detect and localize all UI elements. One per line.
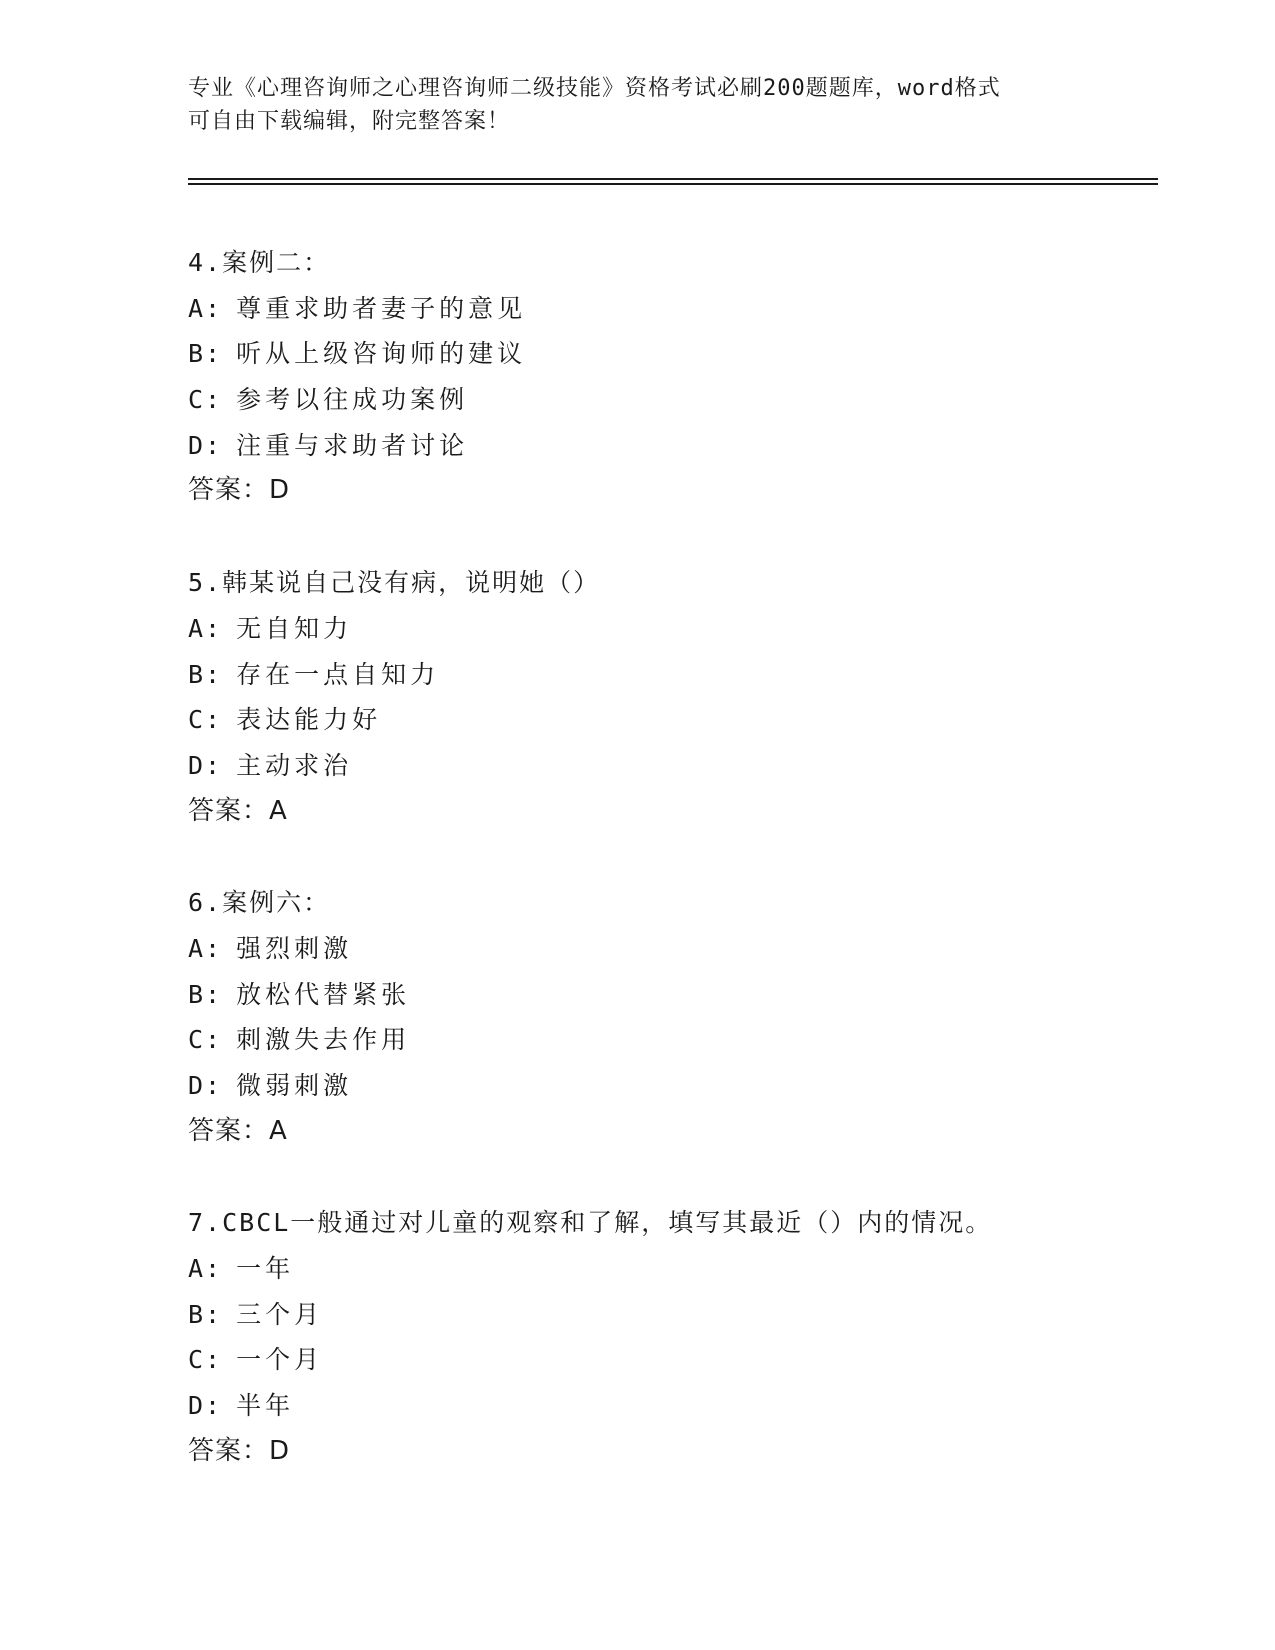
question-6	[188, 880, 1168, 1154]
question-stem: 7.CBCL一般通过对儿童的观察和了解，填写其最近（）内的情况。	[188, 1208, 993, 1238]
answer-line: 答案：D	[188, 1435, 291, 1466]
question-stem: 4.案例二：	[188, 248, 331, 277]
option-b	[188, 652, 1168, 698]
header-line-1: 专业《心理咨询师之心理咨询师二级技能》资格考试必刷200题题库，word格式	[188, 76, 1001, 101]
option-c	[188, 1337, 1168, 1383]
option-text: 存在一点自知力	[236, 659, 440, 689]
question-4	[188, 240, 1168, 514]
option-text: 强烈刺激	[236, 933, 353, 963]
question-stem: 5.韩某说自己没有病，说明她（）	[188, 568, 601, 598]
question-7	[188, 1200, 1168, 1474]
header-divider-top	[188, 178, 1158, 180]
option-letter: B:	[188, 339, 223, 369]
option-text: 尊重求助者妻子的意见	[236, 293, 527, 323]
option-b	[188, 331, 1168, 377]
document-header	[188, 72, 1068, 138]
option-letter: B:	[188, 1299, 223, 1329]
option-letter: D:	[188, 1391, 223, 1421]
option-text: 注重与求助者讨论	[236, 430, 469, 460]
option-text: 表达能力好	[236, 705, 382, 735]
option-b	[188, 972, 1168, 1018]
option-a	[188, 1246, 1168, 1292]
answer-line: 答案：A	[188, 795, 288, 826]
option-letter: A:	[188, 933, 223, 963]
header-divider-bottom	[188, 183, 1158, 185]
option-text: 无自知力	[236, 613, 353, 643]
option-text: 刺激失去作用	[236, 1025, 411, 1055]
option-text: 主动求治	[236, 750, 353, 780]
option-text: 三个月	[236, 1299, 324, 1329]
option-b	[188, 1292, 1168, 1338]
option-letter: D:	[188, 750, 223, 780]
question-stem: 6.案例六：	[188, 888, 331, 918]
option-d	[188, 743, 1168, 789]
option-letter: A:	[188, 613, 223, 643]
option-letter: C:	[188, 1025, 223, 1055]
option-c	[188, 1017, 1168, 1063]
option-c	[188, 377, 1168, 423]
option-letter: C:	[188, 1345, 223, 1375]
option-letter: D:	[188, 430, 223, 460]
header-line-2: 可自由下载编辑，附完整答案！	[188, 109, 511, 134]
option-text: 微弱刺激	[236, 1071, 353, 1100]
option-text: 一年	[236, 1254, 295, 1284]
option-d	[188, 423, 1168, 469]
option-letter: A:	[188, 293, 223, 323]
option-a	[188, 926, 1168, 972]
answer-line: 答案：A	[188, 1115, 288, 1146]
option-letter: B:	[188, 659, 223, 689]
answer-line: 答案：D	[188, 475, 291, 506]
option-letter: B:	[188, 979, 223, 1009]
option-text: 放松代替紧张	[236, 979, 411, 1009]
option-text: 参考以往成功案例	[236, 385, 469, 415]
option-a	[188, 606, 1168, 652]
option-letter: C:	[188, 705, 223, 735]
option-text: 听从上级咨询师的建议	[236, 339, 527, 369]
option-text: 半年	[236, 1391, 295, 1421]
option-letter: A:	[188, 1254, 223, 1284]
question-5	[188, 560, 1168, 834]
option-c	[188, 697, 1168, 743]
option-letter: C:	[188, 385, 223, 415]
option-letter: D:	[188, 1071, 223, 1100]
option-d	[188, 1383, 1168, 1429]
question-list	[188, 240, 1168, 1521]
option-text: 一个月	[236, 1345, 324, 1375]
option-a	[188, 286, 1168, 332]
option-d	[188, 1063, 1168, 1109]
